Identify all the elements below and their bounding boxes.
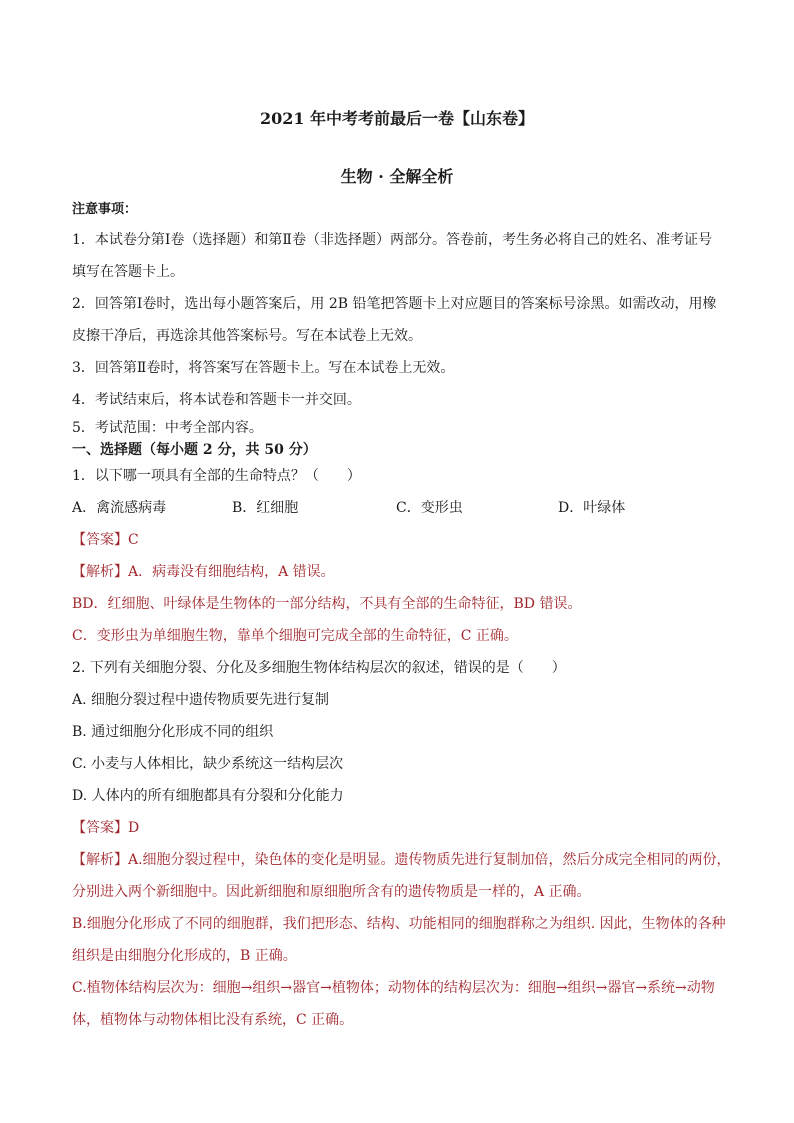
question-2-option-d: D. 人体内的所有细胞都具有分裂和分化能力 bbox=[72, 788, 344, 804]
notice-item: 皮擦干净后，再选涂其他答案标号。写在本试卷上无效。 bbox=[72, 328, 422, 344]
page-subtitle: 生物 · 全解全析 bbox=[340, 167, 454, 186]
question-2-option-a: A. 细胞分裂过程中遗传物质要先进行复制 bbox=[72, 692, 330, 708]
question-1-answer bbox=[72, 530, 732, 550]
question-1-analysis-line bbox=[72, 562, 732, 582]
question-2-analysis-line: 体，植物体与动物体相比没有系统，C 正确。 bbox=[72, 1012, 354, 1028]
notice-item: 4．考试结束后，将本试卷和答题卡一并交回。 bbox=[72, 392, 361, 408]
analysis-tag: 【解析】 bbox=[72, 852, 128, 868]
question-1-option-c: C．变形虫 bbox=[396, 500, 463, 516]
analysis-text: A.细胞分裂过程中，染色体的变化是明显。遗传物质先进行复制加倍，然后分成完全相同的两份， bbox=[128, 852, 731, 868]
notice-item: 填写在答题卡上。 bbox=[72, 264, 184, 280]
question-2-analysis-line bbox=[72, 850, 732, 870]
page-title: 2021 年中考考前最后一卷【山东卷】 bbox=[259, 109, 535, 128]
section-heading: 一、选择题（每小题 2 分，共 50 分） bbox=[72, 442, 317, 458]
analysis-text: A．病毒没有细胞结构，A 错误。 bbox=[128, 564, 335, 580]
notice-item: 1．本试卷分第Ⅰ卷（选择题）和第Ⅱ卷（非选择题）两部分。答卷前，考生务必将自己的姓名、准考证号 bbox=[72, 232, 712, 248]
question-2-option-c: C. 小麦与人体相比，缺少系统这一结构层次 bbox=[72, 756, 344, 772]
question-2-answer bbox=[72, 818, 732, 838]
answer-value: C bbox=[128, 532, 139, 548]
question-1-option-b: B．红细胞 bbox=[232, 500, 299, 516]
question-1-option-d: D．叶绿体 bbox=[558, 500, 626, 516]
question-1-stem: 1．以下哪一项具有全部的生命特点？（ ） bbox=[72, 468, 361, 484]
question-2-analysis-line: C.植物体结构层次为：细胞→组织→器官→植物体；动物体的结构层次为：细胞→组织→器官→系统→动物 bbox=[72, 980, 715, 996]
question-2-option-b: B. 通过细胞分化形成不同的组织 bbox=[72, 724, 274, 740]
answer-tag: 【答案】 bbox=[72, 532, 128, 548]
notice-heading: 注意事项： bbox=[72, 202, 138, 217]
question-1-analysis-line: BD．红细胞、叶绿体是生物体的一部分结构，不具有全部的生命特征，BD 错误。 bbox=[72, 596, 582, 612]
question-2-stem: 2. 下列有关细胞分裂、分化及多细胞生物体结构层次的叙述，错误的是（ ） bbox=[72, 660, 566, 676]
question-2-analysis-line: 组织是由细胞分化形成的，B 正确。 bbox=[72, 948, 297, 964]
notice-item: 2．回答第Ⅰ卷时，选出每小题答案后，用 2B 铅笔把答题卡上对应题目的答案标号涂黑。如需改动，用橡 bbox=[72, 296, 717, 312]
question-2-analysis-line: B.细胞分化形成了不同的细胞群，我们把形态、结构、功能相同的细胞群称之为组织. 因此，生物体的各种 bbox=[72, 916, 726, 932]
question-1-option-a: A．禽流感病毒 bbox=[72, 500, 167, 516]
answer-tag: 【答案】 bbox=[72, 820, 128, 836]
answer-value: D bbox=[128, 820, 140, 836]
question-1-analysis-line: C．变形虫为单细胞生物，靠单个细胞可完成全部的生命特征，C 正确。 bbox=[72, 628, 518, 644]
question-2-analysis-line: 分别进入两个新细胞中。因此新细胞和原细胞所含有的遗传物质是一样的，A 正确。 bbox=[72, 884, 591, 900]
notice-item: 5．考试范围：中考全部内容。 bbox=[72, 420, 263, 436]
notice-item: 3．回答第Ⅱ卷时，将答案写在答题卡上。写在本试卷上无效。 bbox=[72, 360, 455, 376]
analysis-tag: 【解析】 bbox=[72, 564, 128, 580]
